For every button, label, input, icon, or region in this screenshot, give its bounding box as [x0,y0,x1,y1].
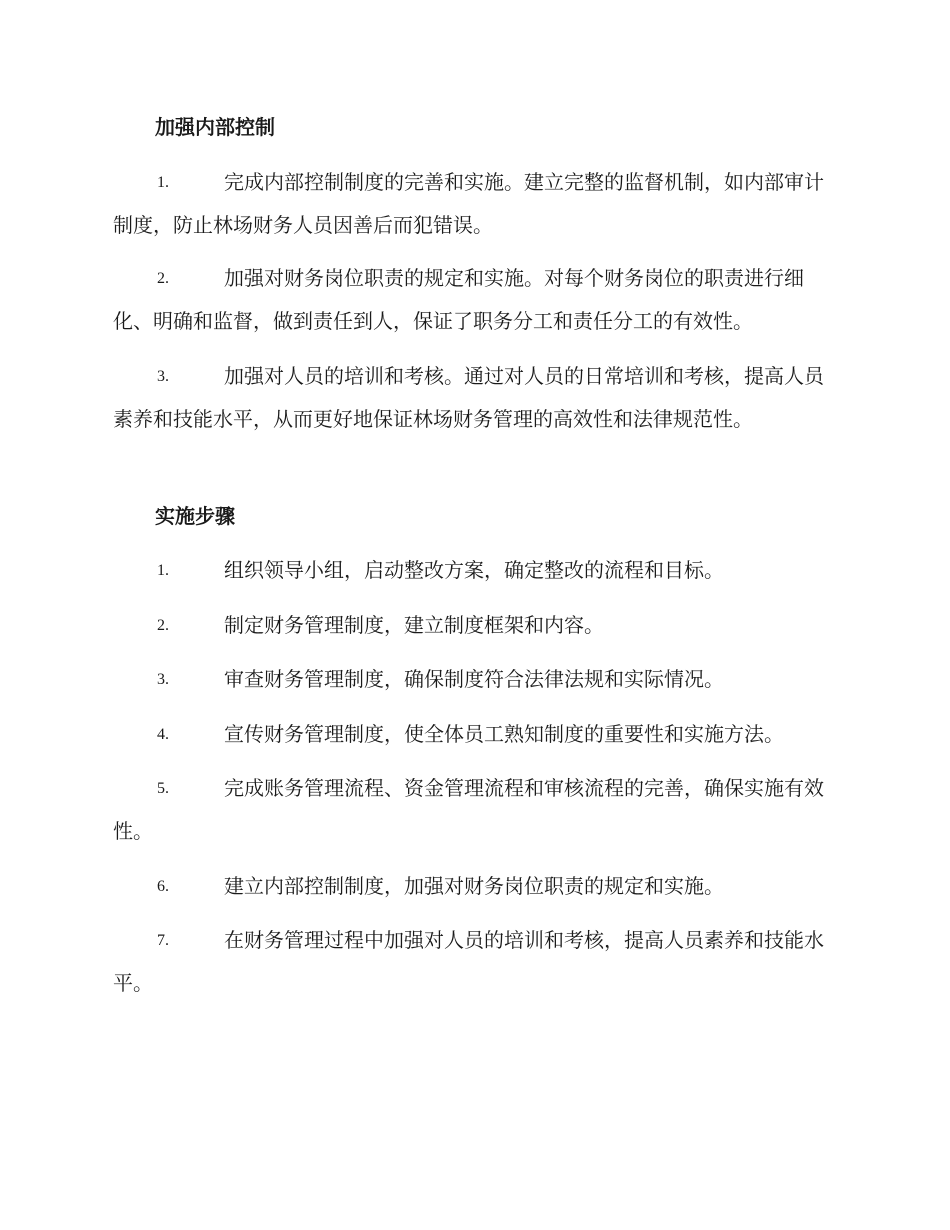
list-item-text: 完成内部控制制度的完善和实施。建立完整的监督机制，如内部审计制度，防止林场财务人员因善后而犯错误。 [113,170,824,237]
list-item-number: 1. [157,562,169,579]
list-item-number: 3. [157,368,169,385]
list-item-text: 制定财务管理制度，建立制度框架和内容。 [224,613,604,637]
list-item-text: 宣传财务管理制度，使全体员工熟知制度的重要性和实施方法。 [224,722,784,746]
list-item-number: 4. [157,726,169,743]
list-item-text: 在财务管理过程中加强对人员的培训和考核，提高人员素养和技能水平。 [113,928,824,995]
list-item-text: 组织领导小组，启动整改方案，确定整改的流程和目标。 [224,558,724,582]
list-item [113,713,835,756]
list-item [113,604,835,647]
list-item-text: 审查财务管理制度，确保制度符合法律法规和实际情况。 [224,667,724,691]
list-item [113,865,835,908]
list-item-number: 6. [157,878,169,895]
list-item-number: 3. [157,671,169,688]
list-item-number: 5. [157,780,169,797]
section-heading-internal-control: 加强内部控制 [155,115,275,139]
list-item [113,919,835,1005]
list-item [113,767,835,853]
list-item [113,658,835,701]
list-item-text: 完成账务管理流程、资金管理流程和审核流程的完善，确保实施有效性。 [113,776,824,843]
list-item [113,355,835,441]
list-item-number: 2. [157,617,169,634]
list-item-text: 加强对人员的培训和考核。通过对人员的日常培训和考核，提高人员素养和技能水平，从而更好地保证林场财务管理的高效性和法律规范性。 [113,364,824,431]
list-item-number: 2. [157,270,169,287]
list-item [113,549,835,592]
list-item [113,257,835,343]
list-item-text: 建立内部控制制度，加强对财务岗位职责的规定和实施。 [224,874,724,898]
list-item-number: 7. [157,932,169,949]
list-item-number: 1. [157,174,169,191]
section-heading-implementation-steps: 实施步骤 [155,504,235,528]
list-item-text: 加强对财务岗位职责的规定和实施。对每个财务岗位的职责进行细化、明确和监督，做到责任到人，保证了职务分工和责任分工的有效性。 [113,266,804,333]
list-item [113,161,835,247]
